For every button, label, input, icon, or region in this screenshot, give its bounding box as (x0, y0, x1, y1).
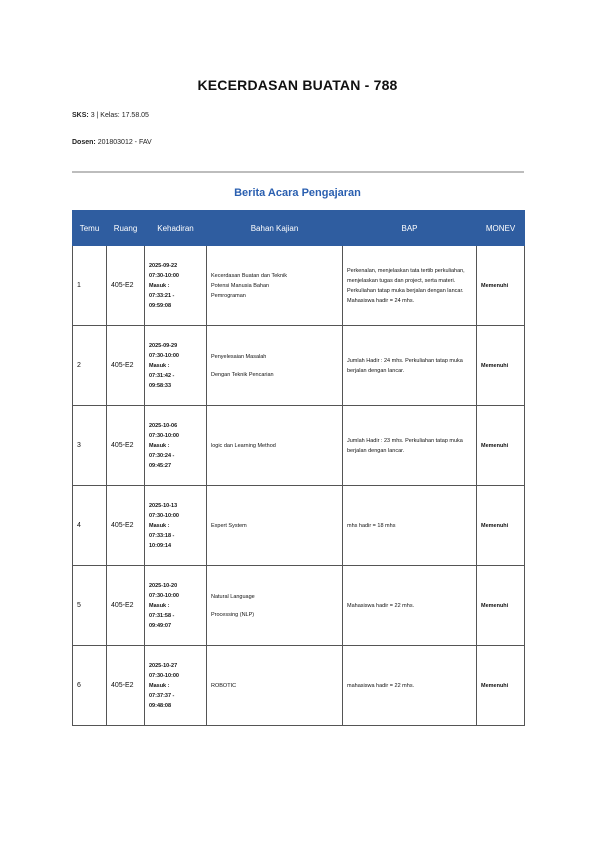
kehadiran-line: 09:45:27 (149, 462, 172, 469)
cell-bap: mahasiswa hadir = 22 mhs. (343, 646, 477, 726)
kehadiran-line: 2025-10-27 (149, 662, 178, 669)
header-ruang: Ruang (107, 211, 145, 246)
cell-bahan-kajian (207, 406, 343, 486)
bahan-line: logic dan Learning Method (211, 442, 276, 449)
kehadiran-line: 2025-09-29 (149, 342, 178, 349)
cell-kehadiran (145, 566, 207, 646)
cell-kehadiran (145, 326, 207, 406)
cell-kehadiran (145, 246, 207, 326)
bahan-line: Penyelesaian Masalah (211, 353, 267, 360)
kehadiran-line: Masuk : (149, 602, 170, 609)
cell-ruang: 405-E2 (107, 406, 145, 486)
kehadiran-line: Masuk : (149, 682, 170, 689)
table-row (73, 646, 525, 726)
sks-label: SKS: (72, 112, 89, 119)
kehadiran-line: 07:30-10:00 (149, 352, 179, 359)
cell-bahan-kajian (207, 646, 343, 726)
table-row (73, 246, 525, 326)
table-row (73, 406, 525, 486)
cell-temu: 5 (73, 566, 107, 646)
cell-temu: 3 (73, 406, 107, 486)
kehadiran-line: 07:30:24 - (149, 452, 175, 459)
kehadiran-line: 09:49:07 (149, 622, 172, 629)
bahan-line: Natural Language (211, 593, 255, 600)
cell-temu: 1 (73, 246, 107, 326)
kehadiran-line: 2025-09-22 (149, 262, 178, 269)
kehadiran-line: Masuk : (149, 442, 170, 449)
kehadiran-line: 07:31:58 - (149, 612, 175, 619)
kehadiran-line: 07:37:37 - (149, 692, 175, 699)
bahan-line: Dengan Teknik Pencarian (211, 371, 274, 378)
cell-ruang: 405-E2 (107, 326, 145, 406)
cell-monev: Memenuhi (477, 486, 525, 566)
bahan-line: Pemrograman (211, 292, 246, 299)
kehadiran-line: 07:30-10:00 (149, 432, 179, 439)
header-temu: Temu (73, 211, 107, 246)
cell-bahan-kajian (207, 246, 343, 326)
cell-monev: Memenuhi (477, 246, 525, 326)
cell-monev: Memenuhi (477, 326, 525, 406)
cell-bap: mhs hadir = 18 mhs (343, 486, 477, 566)
cell-ruang: 405-E2 (107, 246, 145, 326)
cell-bap: Jumlah Hadir : 24 mhs. Perkuliahan tatap muka berjalan dengan lancar. (343, 326, 477, 406)
bahan-line (211, 362, 338, 370)
cell-monev: Memenuhi (477, 406, 525, 486)
cell-bahan-kajian (207, 326, 343, 406)
cell-kehadiran (145, 406, 207, 486)
bahan-line: Kecerdasan Buatan dan Teknik (211, 272, 288, 279)
kehadiran-line: 07:30-10:00 (149, 512, 179, 519)
kehadiran-line: 07:33:18 - (149, 532, 175, 539)
header-bap: BAP (343, 211, 477, 246)
header-bahan-kajian: Bahan Kajian (207, 211, 343, 246)
sks-value: 3 | Kelas: 17.58.05 (90, 112, 149, 119)
page-title: KECERDASAN BUATAN - 788 (197, 77, 398, 93)
table-row (73, 566, 525, 646)
kehadiran-line: 2025-10-20 (149, 582, 178, 589)
cell-monev: Memenuhi (477, 566, 525, 646)
cell-bahan-kajian (207, 486, 343, 566)
section-title: Berita Acara Pengajaran (234, 187, 361, 199)
header-monev: MONEV (477, 211, 525, 246)
kehadiran-line: 09:48:08 (149, 702, 172, 709)
cell-ruang: 405-E2 (107, 646, 145, 726)
cell-bahan-kajian (207, 566, 343, 646)
divider (72, 171, 524, 173)
kehadiran-line: 09:59:08 (149, 302, 172, 309)
dosen-value: 201803012 - FAV (97, 139, 152, 146)
cell-kehadiran (145, 646, 207, 726)
header-kehadiran: Kehadiran (145, 211, 207, 246)
bahan-line (211, 602, 338, 610)
sks-line (72, 112, 149, 119)
kehadiran-line: 07:30-10:00 (149, 672, 179, 679)
bahan-line: ROBOTIC (211, 682, 237, 689)
kehadiran-line: 09:58:33 (149, 382, 172, 389)
cell-bap: Jumlah Hadir : 23 mhs. Perkuliahan tatap muka berjalan dengan lancar. (343, 406, 477, 486)
cell-temu: 4 (73, 486, 107, 566)
cell-kehadiran (145, 486, 207, 566)
cell-bap: Mahasiswa hadir = 22 mhs. (343, 566, 477, 646)
kehadiran-line: Masuk : (149, 362, 170, 369)
kehadiran-line: 2025-10-13 (149, 502, 178, 509)
table-header-row (73, 211, 525, 246)
kehadiran-line: Masuk : (149, 282, 170, 289)
kehadiran-line: 10:09:14 (149, 542, 172, 549)
kehadiran-line: 07:31:42 - (149, 372, 175, 379)
cell-monev: Memenuhi (477, 646, 525, 726)
cell-ruang: 405-E2 (107, 566, 145, 646)
cell-ruang: 405-E2 (107, 486, 145, 566)
kehadiran-line: Masuk : (149, 522, 170, 529)
cell-bap: Perkenalan, menjelaskan tata tertib perkuliahan, menjelaskan tugas dan project, serta materi. Perkuliahan tatap muka berjalan dengan lancar. Mahasiswa hadir = 24 mhs. (343, 246, 477, 326)
kehadiran-line: 2025-10-06 (149, 422, 178, 429)
bahan-line: Potensi Manusia Bahan (211, 282, 270, 289)
dosen-label: Dosen: (72, 139, 96, 146)
bap-table (72, 210, 525, 726)
kehadiran-line: 07:30-10:00 (149, 592, 179, 599)
bahan-line: Processing (NLP) (211, 611, 255, 618)
cell-temu: 6 (73, 646, 107, 726)
kehadiran-line: 07:33:21 - (149, 292, 175, 299)
table-row (73, 486, 525, 566)
kehadiran-line: 07:30-10:00 (149, 272, 179, 279)
table-row (73, 326, 525, 406)
bahan-line: Expert System (211, 522, 247, 529)
dosen-line (72, 139, 152, 146)
cell-temu: 2 (73, 326, 107, 406)
